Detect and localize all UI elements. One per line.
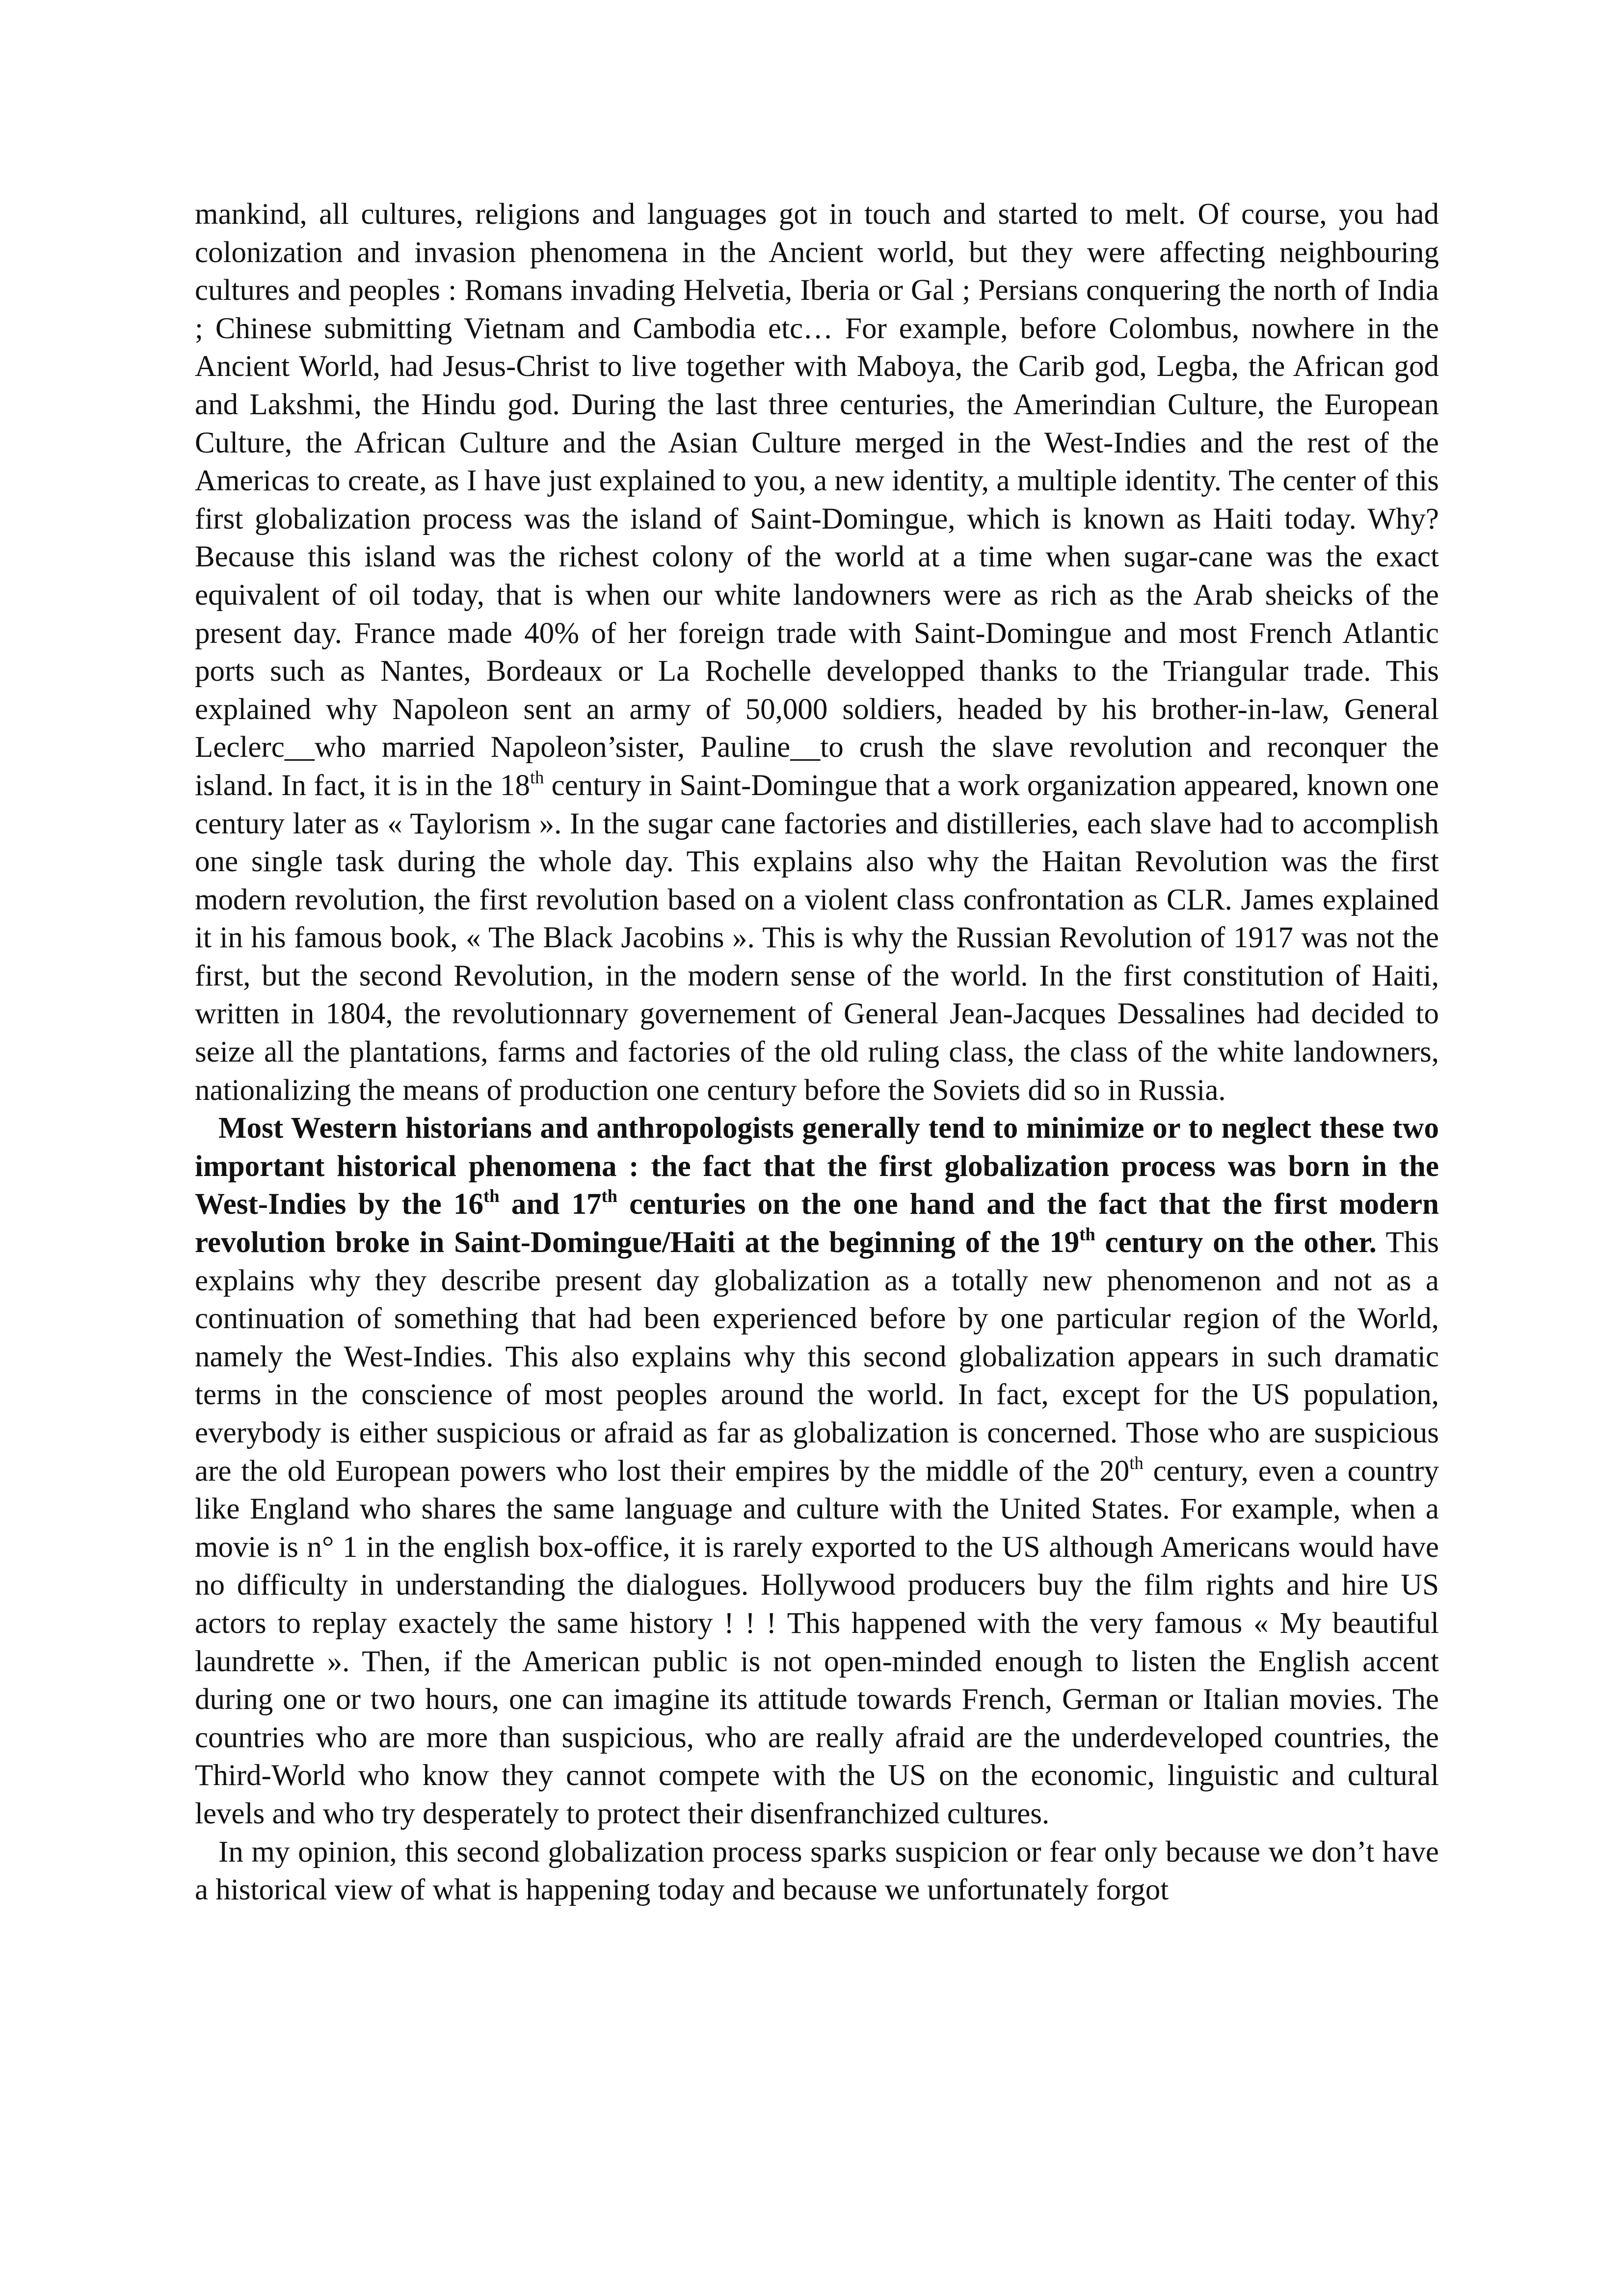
body-text (195, 195, 1439, 1909)
superscript-th: th (1129, 1452, 1144, 1473)
paragraph-2-text-a: This explains why they describe present day globalization as a totally new phenomenon and not as a continuation of something that had been experienced before by one particular region of the World, namely the West-Indies. This also explains why this second globalization appears in such dramatic terms in the conscience of most peoples around the world. In fact, except for the US population, everybody is either suspicious or afraid as far as globalization is concerned. Those who are suspicious are the old European powers who lost their empires by the middle of the 20 (195, 1226, 1439, 1488)
paragraph-3 (195, 1833, 1439, 1909)
superscript-th: th (483, 1186, 500, 1206)
superscript-th: th (1079, 1224, 1095, 1245)
paragraph-2-text-b: century, even a country like England who shares the same language and culture with the United States. For example, when a movie is n° 1 in the english box-office, it is rarely exported to the US although Americans would have no difficulty in understanding the dialogues. Hollywood producers buy the film rights and hire US actors to replay exactely the same history ! ! ! This happened with the very famous « My beautiful laundrette ». Then, if the American public is not open-minded enough to listen the English accent during one or two hours, one can imagine its attitude towards French, German or Italian movies. The countries who are more than suspicious, who are really afraid are the underdeveloped countries, the Third-World who know they cannot compete with the US on the economic, linguistic and cultural levels and who try desperately to protect their disenfranchized cultures. (195, 1454, 1439, 1830)
superscript-th: th (530, 767, 544, 788)
superscript-th: th (601, 1186, 617, 1206)
paragraph-2-bold-c: centuries on the one hand and the fact that the first modern revolution broke in Saint-Domingue/Haiti at the beginning of the 19 (195, 1188, 1439, 1259)
paragraph-2 (195, 1109, 1439, 1833)
paragraph-2-bold-b: and 17 (499, 1188, 602, 1221)
paragraph-1-text-a: mankind, all cultures, religions and languages got in touch and started to melt. Of course, you had colonization and invasion phenomena in the Ancient world, but they were affecting neighbouring cultures and peoples : Romans invading Helvetia, Iberia or Gal ; Persians conquering the north of India ; Chinese submitting Vietnam and Cambodia etc… For example, before Colombus, nowhere in the Ancient World, had Jesus-Christ to live together with Maboya, the Carib god, Legba, the African god and Lakshmi, the Hindu god. During the last three centuries, the Amerindian Culture, the European Culture, the African Culture and the Asian Culture merged in the West-Indies and the rest of the Americas to create, as I have just explained to you, a new identity, a multiple identity. The center of this first globalization process was the island of Saint-Domingue, which is known as Haiti today. Why? Because this island was the richest colony of the world at a time when sugar-cane was the exact equivalent of oil today, that is when our white landowners were as rich as the Arab sheicks of the present day. France made 40% of her foreign trade with Saint-Domingue and most French Atlantic ports such as Nantes, Bordeaux or La Rochelle developped thanks to the Triangular trade. This explained why Napoleon sent an army of 50,000 soldiers, headed by his brother-in-law, General Leclerc__who married Napoleon’sister, Pauline__to crush the slave revolution and reconquer the island. In fact, it is in the 18 (195, 198, 1439, 802)
paragraph-1 (195, 195, 1439, 1109)
paragraph-1-text-b: century in Saint-Domingue that a work organization appeared, known one century later as « Taylorism ». In the sugar cane factories and distilleries, each slave had to accomplish one single task during the whole day. This explains also why the Haitan Revolution was the first modern revolution, the first revolution based on a violent class confrontation as CLR. James explained it in his famous book, « The Black Jacobins ». This is why the Russian Revolution of 1917 was not the first, but the second Revolution, in the modern sense of the world. In the first constitution of Haiti, written in 1804, the revolutionnary governement of General Jean-Jacques Dessalines had decided to seize all the plantations, farms and factories of the old ruling class, the class of the white landowners, nationalizing the means of production one century before the Soviets did so in Russia. (195, 769, 1439, 1107)
paragraph-2-bold-d: century on the other. (1095, 1226, 1377, 1259)
paragraph-2-bold-a: Most Western historians and anthropologists generally tend to minimize or to neglect these two important historical phenomena : the fact that the first globalization process was born in the West-Indies by the 16 (195, 1112, 1439, 1221)
paragraph-3-text: In my opinion, this second globalization process sparks suspicion or fear only because we don’t have a historical view of what is happening today and because we unfortunately forgot (195, 1835, 1439, 1907)
